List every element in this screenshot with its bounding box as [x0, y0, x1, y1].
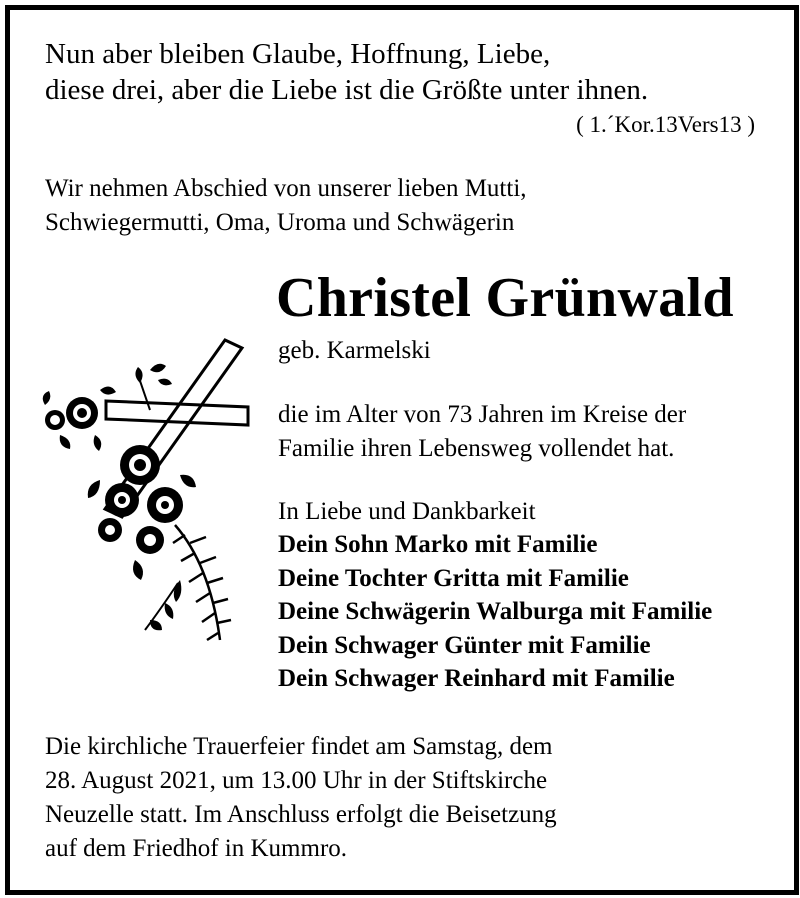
- verse-line: diese drei, aber die Liebe ist die Größte unter ihnen.: [45, 74, 649, 106]
- mourners-list: [278, 528, 712, 696]
- service-line: Neuzelle statt. Im Anschluss erfolgt die Beisetzung: [45, 801, 557, 828]
- cross-with-roses-icon: [40, 335, 265, 655]
- mourner-family: Dein Schwager Reinhard mit Familie: [278, 665, 675, 692]
- deceased-name: Christel Grünwald: [276, 267, 734, 329]
- service-line: Die kirchliche Trauerfeier findet am Samstag, dem: [45, 733, 553, 760]
- life-line: Familie ihren Lebensweg vollendet hat.: [278, 435, 675, 462]
- mourner-family: Dein Sohn Marko mit Familie: [278, 531, 598, 558]
- mourners-intro: In Liebe und Dankbarkeit: [278, 498, 536, 525]
- mourner-family: Deine Schwägerin Walburga mit Familie: [278, 598, 713, 625]
- life-statement: [278, 398, 686, 466]
- verse-reference: ( 1.´Kor.13Vers13 ): [576, 112, 755, 137]
- intro-line: Schwiegermutti, Oma, Uroma und Schwägerin: [45, 209, 515, 236]
- intro-line: Wir nehmen Abschied von unserer lieben Mutti,: [45, 175, 527, 202]
- service-details: [45, 730, 557, 866]
- life-line: die im Alter von 73 Jahren im Kreise der: [278, 401, 687, 428]
- mourner-family: Dein Schwager Günter mit Familie: [278, 631, 651, 659]
- verse-line: Nun aber bleiben Glaube, Hoffnung, Liebe,: [45, 38, 551, 70]
- service-line: auf dem Friedhof in Kummro.: [45, 835, 348, 862]
- mourner-family: Deine Tochter Gritta mit Familie: [278, 564, 629, 592]
- farewell-intro: [45, 172, 527, 240]
- bible-verse: [45, 36, 648, 108]
- maiden-name: geb. Karmelski: [278, 337, 431, 364]
- service-line: 28. August 2021, um 13.00 Uhr in der Stiftskirche: [45, 767, 548, 794]
